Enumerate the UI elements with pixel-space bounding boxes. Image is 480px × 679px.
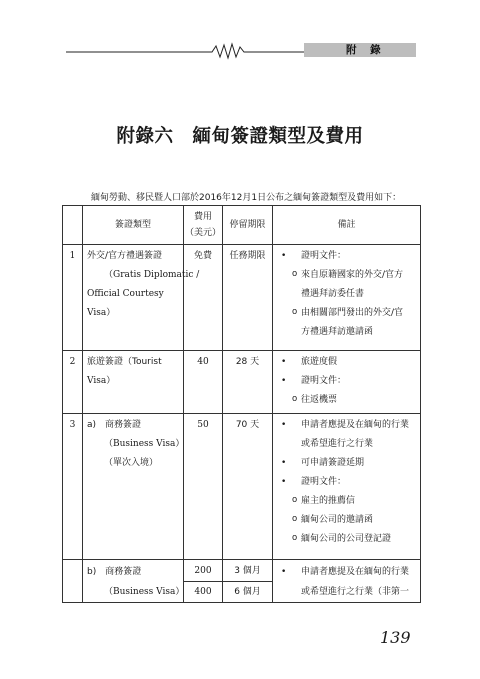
row-stay: 70 天 (223, 414, 273, 560)
type-line: b) 商務簽證 (87, 567, 142, 577)
row-type (83, 245, 200, 351)
table-header-row (63, 206, 421, 245)
type-line: （Gratis Diplomatic / (104, 270, 200, 280)
type-line: （單次入境） (104, 458, 159, 468)
note-sub-bullet: o 雇主的推薦信 (279, 492, 416, 511)
type-line: Official Courtesy (87, 289, 164, 299)
page-header (66, 40, 416, 62)
note-bullet: • 證明文件： (279, 247, 416, 266)
note-bullet: • 可申請簽證延期 (279, 454, 416, 473)
note-continuation: 方禮遇拜訪邀請函 (301, 327, 374, 337)
row-notes (273, 560, 421, 603)
table-row (63, 245, 421, 351)
type-line: （Business Visa） (104, 439, 185, 449)
header-type: 簽證類型 (83, 206, 184, 245)
note-bullet: • 證明文件： (279, 473, 416, 492)
row-number: 1 (63, 245, 83, 351)
note-sub-bullet: o 往返機票 (279, 391, 416, 410)
header-stay: 停留期限 (223, 206, 273, 245)
table-row (63, 560, 421, 603)
row-type (83, 414, 184, 560)
row-fee: 400 (194, 587, 212, 597)
note-continuation: 或希望進行之行業 (301, 439, 374, 449)
row-fee: 50 (184, 414, 223, 560)
note-bullet: • 旅遊度假 (279, 353, 416, 372)
note-continuation: 或希望進行之行業（非第一 (301, 587, 410, 597)
row-number: 3 (63, 414, 83, 560)
note-bullet: • 申請者應提及在緬甸的行業 (279, 416, 416, 435)
page-number: 139 (380, 628, 411, 647)
row-stay: 任務期限 (223, 245, 273, 351)
row-stay: 3 個月 (223, 560, 272, 582)
table-row (63, 351, 421, 414)
section-tab-label: 附 錄 (346, 44, 386, 56)
heartbeat-line-icon (66, 40, 306, 62)
note-sub-bullet: o 由相關部門發出的外交/官 (279, 304, 416, 323)
row-number (63, 560, 83, 603)
type-line: a) 商務簽證 (87, 420, 142, 430)
header-note: 備註 (273, 206, 421, 245)
row-fee: 免費 (184, 245, 223, 351)
row-notes (273, 245, 421, 351)
row-fee-cell (184, 560, 223, 603)
row-stay-cell (223, 560, 273, 603)
header-fee-line2: （美元） (184, 228, 221, 238)
type-line: （Business Visa） (104, 587, 185, 597)
type-line: 旅遊簽證（Tourist (87, 357, 162, 367)
note-sub-bullet: o 緬甸公司的邀請函 (279, 511, 416, 530)
row-stay: 28 天 (223, 351, 273, 414)
type-line: Visa） (87, 308, 116, 318)
row-notes (273, 414, 421, 560)
note-sub-bullet: o 緬甸公司的公司登記證 (279, 530, 416, 549)
row-number: 2 (63, 351, 83, 414)
section-tab (304, 43, 416, 57)
row-fee: 200 (184, 560, 222, 582)
intro-text: 緬甸勞動、移民暨人口部於2016年12月1日公布之緬甸簽證類型及費用如下： (91, 193, 402, 203)
header-fee-line1: 費用 (193, 212, 212, 222)
row-type (83, 351, 184, 414)
table-row (63, 414, 421, 560)
note-continuation: 禮遇拜訪委任書 (301, 289, 365, 299)
row-stay: 6 個月 (234, 587, 261, 597)
row-notes (273, 351, 421, 414)
header-no (63, 206, 83, 245)
visa-table (62, 205, 421, 603)
page-title: 附錄六 緬甸簽證類型及費用 (116, 126, 364, 147)
header-fee (184, 206, 223, 245)
type-line: Visa） (87, 376, 116, 386)
note-sub-bullet: o 來自原籍國家的外交/官方 (279, 266, 416, 285)
type-line: 外交/官方禮遇簽證 (87, 251, 163, 261)
row-fee: 40 (184, 351, 223, 414)
note-bullet: • 申請者應提及在緬甸的行業 (279, 562, 416, 582)
note-bullet: • 證明文件： (279, 372, 416, 391)
row-type (83, 560, 184, 603)
